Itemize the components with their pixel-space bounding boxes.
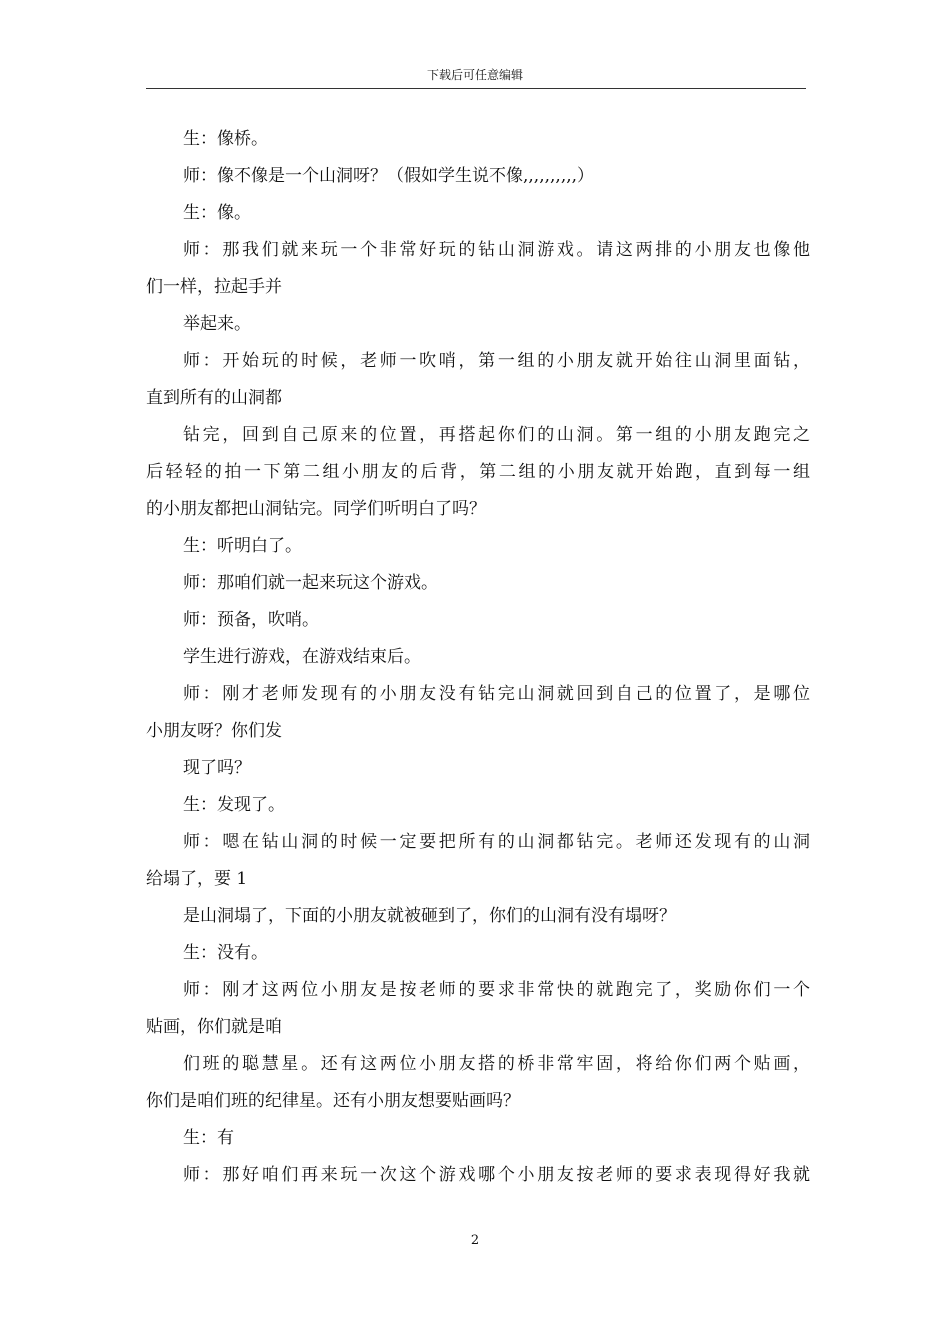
text-line-14: 师：预备，吹哨。 (183, 610, 319, 630)
text-line-5: 们一样，拉起手并 (146, 277, 282, 297)
text-line-19: 生：发现了。 (183, 795, 285, 815)
text-line-20: 师：嗯在钻山洞的时候一定要把所有的山洞都钻完。老师还发现有的山洞 (183, 832, 810, 852)
text-line-10: 后轻轻的拍一下第二组小朋友的后背，第二组的小朋友就开始跑，直到每一组 (146, 462, 810, 482)
text-line-4: 师：那我们就来玩一个非常好玩的钻山洞游戏。请这两排的小朋友也像他 (183, 240, 810, 260)
document-body (146, 121, 810, 1194)
text-line-2: 师：像不像是一个山洞呀？（假如学生说不像,,,,,,,,,,） (183, 166, 595, 186)
text-line-9: 钻完，回到自己原来的位置，再搭起你们的山洞。第一组的小朋友跑完之 (183, 425, 810, 445)
page-header: 下载后可任意编辑 (426, 68, 523, 82)
page-number: 2 (470, 1233, 480, 1248)
text-line-15: 学生进行游戏，在游戏结束后。 (183, 647, 421, 667)
text-line-22: 是山洞塌了，下面的小朋友就被砸到了，你们的山洞有没有塌呀？ (183, 906, 676, 926)
text-line-23: 生：没有。 (183, 943, 268, 963)
text-line-13: 师：那咱们就一起来玩这个游戏。 (183, 573, 438, 593)
text-line-26: 们班的聪慧星。还有这两位小朋友搭的桥非常牢固，将给你们两个贴画， (183, 1054, 810, 1074)
text-line-12: 生：听明白了。 (183, 536, 302, 556)
text-line-29: 师：那好咱们再来玩一次这个游戏哪个小朋友按老师的要求表现得好我就 (183, 1165, 810, 1185)
text-line-25: 贴画，你们就是咱 (146, 1017, 282, 1037)
text-line-1: 生：像桥。 (183, 129, 268, 149)
header-rule (146, 88, 806, 89)
text-line-17: 小朋友呀？你们发 (146, 721, 282, 741)
text-line-28: 生：有 (183, 1128, 234, 1148)
text-line-3: 生：像。 (183, 203, 251, 223)
text-line-8: 直到所有的山洞都 (146, 388, 282, 408)
text-line-16: 师：刚才老师发现有的小朋友没有钻完山洞就回到自己的位置了，是哪位 (183, 684, 810, 704)
text-line-6: 举起来。 (183, 314, 251, 334)
text-line-24: 师：刚才这两位小朋友是按老师的要求非常快的就跑完了，奖励你们一个 (183, 980, 810, 1000)
text-line-27: 你们是咱们班的纪律星。还有小朋友想要贴画吗？ (146, 1091, 520, 1111)
text-line-11: 的小朋友都把山洞钻完。同学们听明白了吗？ (146, 499, 486, 519)
text-line-18: 现了吗？ (183, 758, 251, 778)
text-line-7: 师：开始玩的时候，老师一吹哨，第一组的小朋友就开始往山洞里面钻， (183, 351, 810, 371)
text-line-21: 给塌了，要 1 (146, 869, 248, 889)
